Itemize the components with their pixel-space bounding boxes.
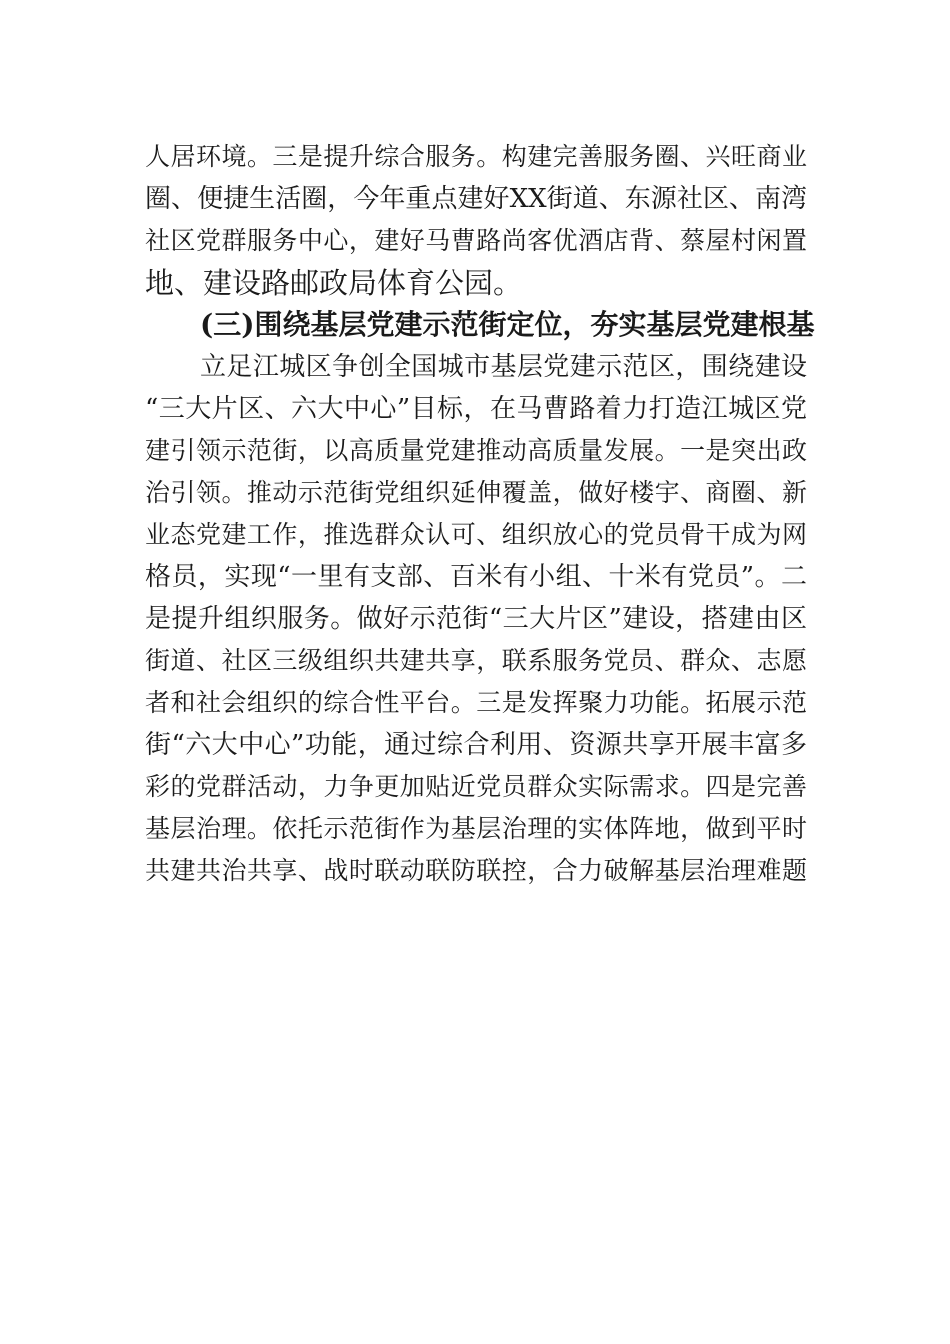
paragraph-2-line-6: 格员，实现“一里有支部、百米有小组、十米有党员”。二 <box>145 562 807 592</box>
paragraph-2-line-11: 彩的党群活动，力争更加贴近党员群众实际需求。四是完善 <box>145 772 807 801</box>
paragraph-2-line-13: 共建共治共享、战时联动联防联控，合力破解基层治理难题 <box>145 856 807 885</box>
paragraph-2-line-1: 立足江城区争创全国城市基层党建示范区，围绕建设 <box>200 352 807 382</box>
paragraph-2-line-10: 街“六大中心”功能，通过综合利用、资源共享开展丰富多 <box>145 730 807 760</box>
paragraph-1-line-4: 地、建设路邮政局体育公园。 <box>145 266 523 300</box>
paragraph-2-line-4: 治引领。推动示范街党组织延伸覆盖，做好楼宇、商圈、新 <box>145 478 807 507</box>
paragraph-2-line-8: 街道、社区三级组织共建共享，联系服务党员、群众、志愿 <box>145 646 807 675</box>
paragraph-2-line-5: 业态党建工作，推选群众认可、组织放心的党员骨干成为网 <box>145 520 807 549</box>
paragraph-2-line-3: 建引领示范街，以高质量党建推动高质量发展。一是突出政 <box>145 436 807 465</box>
paragraph-1-line-2: 圈、便捷生活圈，今年重点建好XX街道、东源社区、南湾 <box>145 184 807 214</box>
section-heading: (三)围绕基层党建示范街定位，夯实基层党建根基 <box>200 308 815 341</box>
paragraph-1-line-3: 社区党群服务中心，建好马曹路尚客优酒店背、蔡屋村闲置 <box>145 226 807 255</box>
paragraph-2-line-12: 基层治理。依托示范街作为基层治理的实体阵地，做到平时 <box>145 814 807 843</box>
paragraph-2-line-7: 是提升组织服务。做好示范街“三大片区”建设，搭建由区 <box>145 604 807 634</box>
paragraph-2-line-2: “三大片区、六大中心”目标，在马曹路着力打造江城区党 <box>145 394 807 424</box>
paragraph-1-line-1: 人居环境。三是提升综合服务。构建完善服务圈、兴旺商业 <box>145 142 807 171</box>
paragraph-2-line-9: 者和社会组织的综合性平台。三是发挥聚力功能。拓展示范 <box>145 688 807 717</box>
